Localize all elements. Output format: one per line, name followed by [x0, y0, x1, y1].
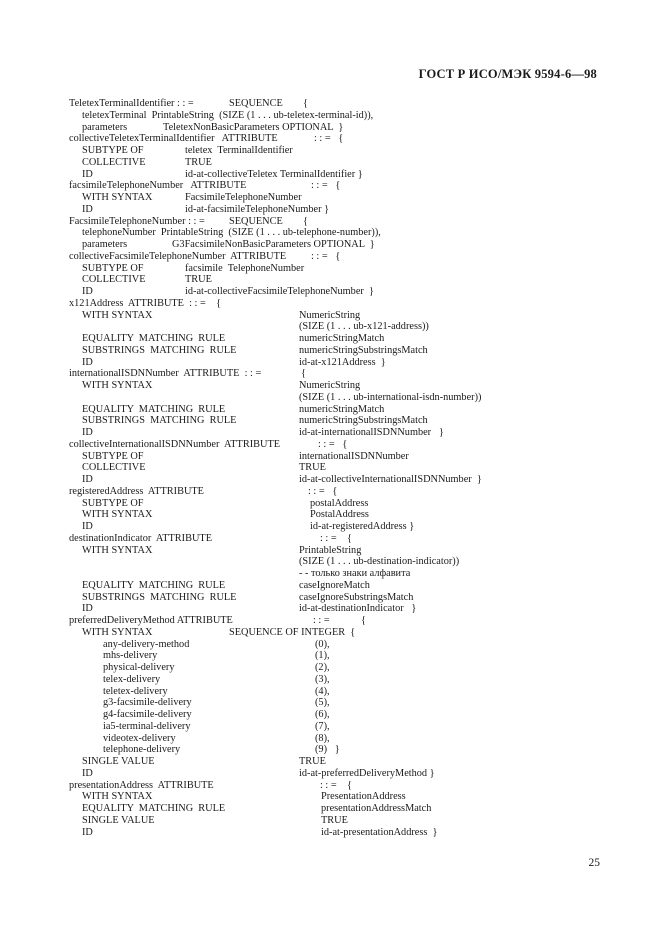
- line-segment: (SIZE (1 . . . ub-international-isdn-number)): [299, 391, 482, 403]
- line-segment: (1),: [315, 650, 330, 662]
- definition-line: [69, 639, 609, 651]
- line-segment: SUBSTRINGS MATCHING RULE: [82, 591, 237, 603]
- line-segment: numericStringSubstringsMatch: [299, 415, 428, 427]
- line-segment: (9) }: [315, 744, 340, 756]
- line-segment: preferredDeliveryMethod ATTRIBUTE: [69, 615, 233, 626]
- definition-line: [69, 415, 609, 427]
- line-segment: (0),: [315, 638, 330, 650]
- definition-line: [69, 439, 609, 451]
- definition-line: [69, 357, 609, 369]
- line-segment: caseIgnoreSubstringsMatch: [299, 591, 414, 603]
- line-segment: {: [303, 215, 308, 227]
- line-segment: facsimile TelephoneNumber: [185, 262, 305, 274]
- line-segment: WITH SYNTAX: [82, 509, 153, 521]
- line-segment: any-delivery-method: [103, 638, 190, 650]
- line-segment: WITH SYNTAX: [82, 380, 153, 391]
- definition-line: [69, 721, 609, 733]
- definition-line: [69, 263, 609, 275]
- line-segment: numericStringSubstringsMatch: [299, 344, 428, 356]
- definition-line: [69, 674, 609, 686]
- line-segment: presentationAddressMatch: [321, 803, 432, 814]
- definition-line: [69, 686, 609, 698]
- line-segment: COLLECTIVE: [82, 156, 146, 168]
- definition-line: [69, 345, 609, 357]
- definition-line: [69, 239, 609, 251]
- line-segment: SUBSTRINGS MATCHING RULE: [82, 344, 237, 356]
- line-segment: ID: [82, 767, 93, 779]
- line-segment: TeletexNonBasicParameters OPTIONAL }: [163, 121, 344, 133]
- line-segment: parameters: [82, 239, 128, 250]
- definition-line: [69, 662, 609, 674]
- definition-line: [69, 756, 609, 768]
- line-segment: ID: [82, 826, 93, 838]
- line-segment: SEQUENCE: [229, 98, 283, 109]
- line-segment: telephone-delivery: [103, 744, 181, 756]
- line-segment: : : = {: [320, 779, 352, 791]
- definition-line: [69, 368, 609, 380]
- definition-line: [69, 780, 609, 792]
- line-segment: id-at-preferredDeliveryMethod }: [299, 767, 435, 779]
- line-segment: WITH SYNTAX: [82, 192, 153, 203]
- definition-line: [69, 709, 609, 721]
- line-segment: g3-facsimile-delivery: [103, 697, 192, 709]
- definition-line: [69, 145, 609, 157]
- line-segment: mhs-delivery: [103, 650, 158, 662]
- line-segment: g4-facsimile-delivery: [103, 709, 192, 720]
- line-segment: WITH SYNTAX: [82, 309, 153, 321]
- line-segment: id-at-x121Address }: [299, 356, 386, 368]
- definition-line: [69, 803, 609, 815]
- definition-line: [69, 580, 609, 592]
- asn1-definitions: [69, 98, 609, 838]
- line-segment: ID: [82, 203, 93, 215]
- line-segment: WITH SYNTAX: [82, 626, 153, 638]
- line-segment: ID: [82, 427, 93, 438]
- line-segment: videotex-delivery: [103, 732, 176, 744]
- definition-line: [69, 744, 609, 756]
- page-header: ГОСТ Р ИСО/МЭК 9594-6—98: [418, 67, 597, 81]
- line-segment: (SIZE (1 . . . ub-x121-address)): [299, 321, 429, 333]
- line-segment: TRUE: [185, 274, 212, 286]
- line-segment: postalAddress: [310, 497, 369, 509]
- line-segment: EQUALITY MATCHING RULE: [82, 333, 226, 344]
- line-segment: id-at-destinationIndicator }: [299, 603, 417, 615]
- definition-line: [69, 404, 609, 416]
- definition-line: [69, 251, 609, 263]
- line-segment: EQUALITY MATCHING RULE: [82, 579, 226, 591]
- line-segment: SUBTYPE OF: [82, 262, 144, 274]
- line-segment: telex-delivery: [103, 673, 161, 685]
- line-segment: G3FacsimileNonBasicParameters OPTIONAL }: [172, 239, 375, 250]
- definition-line: [69, 392, 609, 404]
- definition-line: [69, 216, 609, 228]
- line-segment: internationalISDNNumber ATTRIBUTE : : =: [69, 368, 262, 380]
- line-segment: teletexTerminal PrintableString (SIZE (1 . . . ub-teletex-terminal-id)),: [82, 109, 374, 121]
- definition-line: [69, 545, 609, 557]
- definition-line: [69, 521, 609, 533]
- line-segment: teletex-delivery: [103, 685, 168, 697]
- line-segment: EQUALITY MATCHING RULE: [82, 803, 226, 814]
- definition-line: [69, 169, 609, 181]
- line-segment: telephoneNumber PrintableString (SIZE (1 . . . ub-telephone-number)),: [82, 227, 381, 239]
- line-segment: physical-delivery: [103, 662, 175, 673]
- line-segment: TRUE: [299, 756, 326, 767]
- definition-line: [69, 791, 609, 803]
- line-segment: (6),: [315, 709, 330, 720]
- definition-line: [69, 768, 609, 780]
- line-segment: collectiveInternationalISDNNumber ATTRIBUTE: [69, 438, 281, 450]
- line-segment: x121Address ATTRIBUTE : : = {: [69, 297, 222, 309]
- line-segment: collectiveFacsimileTelephoneNumber ATTRIBUTE: [69, 250, 287, 262]
- line-segment: - - только знаки алфавита: [299, 568, 411, 579]
- line-segment: {: [301, 368, 306, 380]
- line-segment: caseIgnoreMatch: [299, 579, 370, 591]
- line-segment: TeletexTerminalIdentifier : : =: [69, 98, 194, 109]
- definition-line: [69, 157, 609, 169]
- line-segment: ID: [82, 356, 93, 368]
- definition-line: [69, 110, 609, 122]
- line-segment: TRUE: [299, 462, 326, 474]
- line-segment: facsimileTelephoneNumber ATTRIBUTE: [69, 180, 247, 192]
- line-segment: id-at-registeredAddress }: [310, 521, 415, 532]
- definition-line: [69, 133, 609, 145]
- line-segment: ID: [82, 521, 93, 532]
- line-segment: ID: [82, 168, 93, 180]
- line-segment: numericStringMatch: [299, 403, 385, 415]
- line-segment: ID: [82, 474, 93, 485]
- line-segment: SUBTYPE OF: [82, 145, 144, 156]
- line-segment: SEQUENCE: [229, 215, 283, 227]
- line-segment: ID: [82, 286, 93, 297]
- definition-line: [69, 592, 609, 604]
- line-segment: (7),: [315, 720, 330, 732]
- definition-line: [69, 615, 609, 627]
- line-segment: teletex TerminalIdentifier: [185, 145, 293, 156]
- line-segment: : : = {: [311, 250, 341, 262]
- definition-line: [69, 98, 609, 110]
- definition-line: [69, 321, 609, 333]
- definition-line: [69, 427, 609, 439]
- line-segment: PrintableString: [299, 544, 362, 556]
- definition-line: [69, 462, 609, 474]
- page-number: 25: [588, 857, 600, 869]
- line-segment: NumericString: [299, 380, 361, 391]
- definition-line: [69, 227, 609, 239]
- line-segment: SINGLE VALUE: [82, 814, 155, 826]
- line-segment: TRUE: [185, 156, 212, 168]
- line-segment: SEQUENCE OF INTEGER {: [229, 626, 356, 638]
- line-segment: (4),: [315, 685, 330, 697]
- line-segment: SUBTYPE OF: [82, 450, 144, 462]
- line-segment: ia5-terminal-delivery: [103, 720, 191, 732]
- line-segment: id-at-collectiveInternationalISDNNumber }: [299, 474, 482, 485]
- line-segment: EQUALITY MATCHING RULE: [82, 403, 226, 415]
- line-segment: parameters: [82, 121, 128, 133]
- definition-line: [69, 451, 609, 463]
- definition-line: [69, 650, 609, 662]
- line-segment: COLLECTIVE: [82, 274, 146, 286]
- line-segment: (2),: [315, 662, 330, 673]
- line-segment: PresentationAddress: [321, 791, 406, 803]
- definition-line: [69, 122, 609, 134]
- definition-line: [69, 192, 609, 204]
- line-segment: (5),: [315, 697, 330, 709]
- definition-line: [69, 827, 609, 839]
- line-segment: id-at-internationalISDNNumber }: [299, 427, 444, 438]
- definition-line: [69, 498, 609, 510]
- definition-line: [69, 474, 609, 486]
- definition-line: [69, 286, 609, 298]
- line-segment: id-at-collectiveFacsimileTelephoneNumber }: [185, 286, 374, 297]
- line-segment: ID: [82, 603, 93, 615]
- line-segment: : : = {: [311, 180, 341, 192]
- line-segment: TRUE: [321, 814, 348, 826]
- line-segment: id-at-facsimileTelephoneNumber }: [185, 203, 330, 215]
- line-segment: SINGLE VALUE: [82, 756, 155, 767]
- definition-line: [69, 556, 609, 568]
- line-segment: SUBSTRINGS MATCHING RULE: [82, 415, 237, 427]
- definition-line: [69, 533, 609, 545]
- definition-line: [69, 603, 609, 615]
- line-segment: internationalISDNNumber: [299, 450, 409, 462]
- line-segment: FacsimileTelephoneNumber: [185, 192, 302, 203]
- definition-line: [69, 509, 609, 521]
- definition-line: [69, 815, 609, 827]
- definition-line: [69, 486, 609, 498]
- line-segment: WITH SYNTAX: [82, 791, 153, 803]
- line-segment: {: [361, 615, 366, 626]
- line-segment: (SIZE (1 . . . ub-destination-indicator)): [299, 556, 460, 568]
- definition-line: [69, 298, 609, 310]
- definition-line: [69, 627, 609, 639]
- line-segment: : : = {: [318, 438, 348, 450]
- definition-line: [69, 204, 609, 216]
- line-segment: presentationAddress ATTRIBUTE: [69, 779, 214, 791]
- line-segment: collectiveTeletexTerminalIdentifier ATTRIBUTE: [69, 133, 278, 145]
- line-segment: WITH SYNTAX: [82, 544, 153, 556]
- line-segment: registeredAddress ATTRIBUTE: [69, 485, 204, 497]
- line-segment: (8),: [315, 732, 330, 744]
- definition-line: [69, 568, 609, 580]
- definition-line: [69, 274, 609, 286]
- definition-line: [69, 380, 609, 392]
- line-segment: numericStringMatch: [299, 333, 385, 344]
- line-segment: SUBTYPE OF: [82, 497, 144, 509]
- definition-line: [69, 180, 609, 192]
- line-segment: : : = {: [320, 532, 352, 544]
- line-segment: FacsimileTelephoneNumber : : =: [69, 215, 205, 227]
- line-segment: id-at-presentationAddress }: [321, 826, 438, 838]
- line-segment: destinationIndicator ATTRIBUTE: [69, 532, 212, 544]
- definition-line: [69, 333, 609, 345]
- line-segment: NumericString: [299, 309, 361, 321]
- definition-line: [69, 733, 609, 745]
- definition-line: [69, 697, 609, 709]
- line-segment: COLLECTIVE: [82, 462, 146, 474]
- line-segment: PostalAddress: [310, 509, 369, 521]
- line-segment: {: [303, 98, 308, 109]
- line-segment: id-at-collectiveTeletex TerminalIdentifier }: [185, 168, 363, 180]
- line-segment: : : = {: [314, 133, 344, 145]
- definition-line: [69, 310, 609, 322]
- line-segment: (3),: [315, 673, 330, 685]
- line-segment: : : = {: [308, 485, 338, 497]
- line-segment: : : =: [313, 615, 330, 626]
